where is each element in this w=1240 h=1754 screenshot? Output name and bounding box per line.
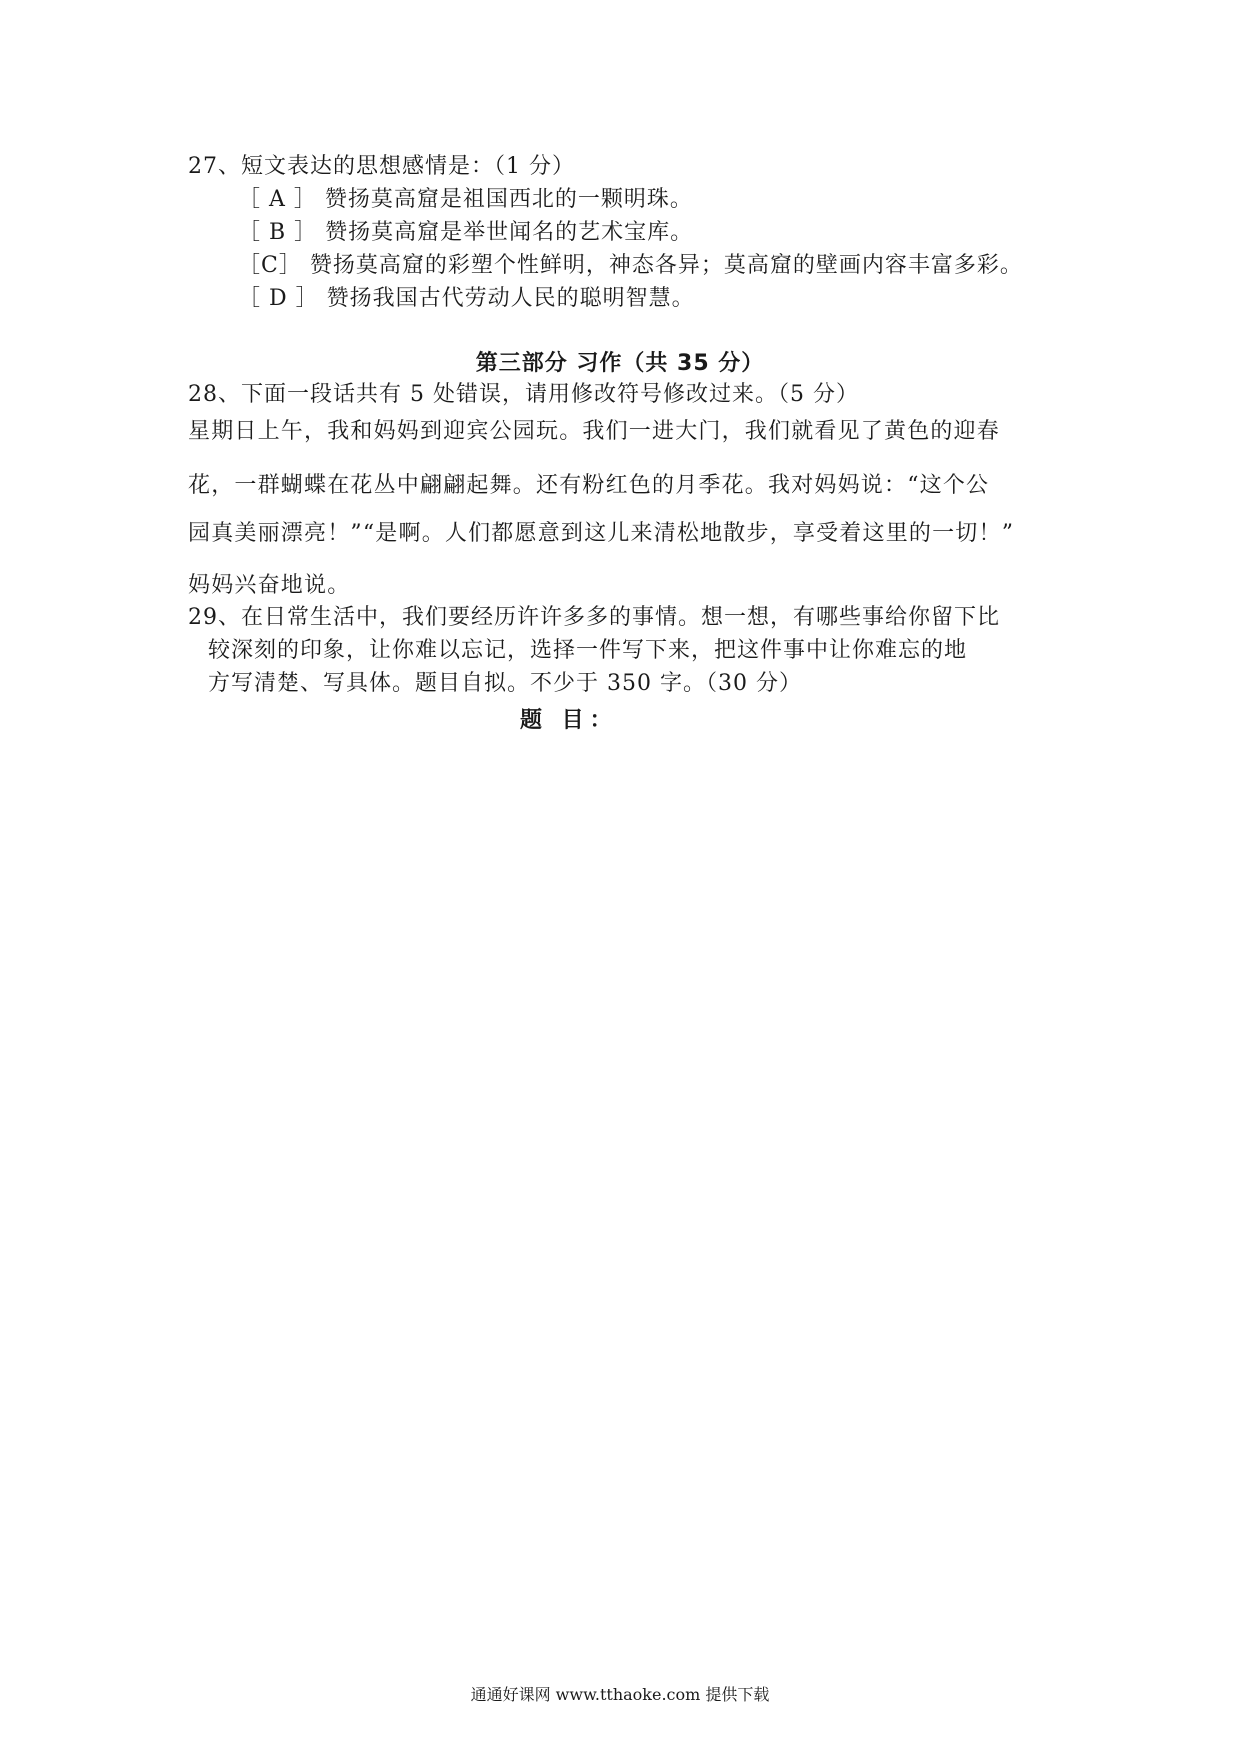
question-29-line: 较深刻的印象，让你难以忘记，选择一件写下来，把这件事中让你难忘的地 [208, 638, 968, 663]
question-27-option-a: ［ A ］ 赞扬莫高窟是祖国西北的一颗明珠。 [238, 187, 693, 212]
question-27-option-d: ［ D ］ 赞扬我国古代劳动人民的聪明智慧。 [238, 286, 695, 311]
question-28-stem: 28、下面一段话共有 5 处错误，请用修改符号修改过来。（5 分） [188, 382, 859, 407]
question-28-paragraph-line: 妈妈兴奋地说。 [188, 573, 351, 598]
question-28-paragraph-line: 星期日上午，我和妈妈到迎宾公园玩。我们一进大门，我们就看见了黄色的迎春 [188, 419, 1001, 444]
question-27-option-b: ［ B ］ 赞扬莫高窟是举世闻名的艺术宝库。 [238, 220, 694, 245]
question-27-stem: 27、短文表达的思想感情是：（1 分） [188, 154, 575, 179]
page-footer: 通通好课网 www.tthaoke.com 提供下载 [470, 1685, 770, 1704]
essay-topic-label: 题 目： [520, 708, 618, 733]
question-28-paragraph-line: 园真美丽漂亮！”“是啊。人们都愿意到这儿来清松地散步，享受着这里的一切！” [188, 521, 1015, 546]
question-28-paragraph-line: 花，一群蝴蝶在花丛中翩翩起舞。还有粉红色的月季花。我对妈妈说：“这个公 [188, 473, 990, 498]
question-29-line: 29、在日常生活中，我们要经历许许多多的事情。想一想，有哪些事给你留下比 [188, 605, 1000, 630]
question-27-option-c: ［C］ 赞扬莫高窟的彩塑个性鲜明，神态各异；莫高窟的壁画内容丰富多彩。 [238, 253, 1023, 278]
section-3-title: 第三部分 习作（共 35 分） [475, 351, 765, 376]
question-29-line: 方写清楚、写具体。题目自拟。不少于 350 字。（30 分） [208, 671, 802, 696]
